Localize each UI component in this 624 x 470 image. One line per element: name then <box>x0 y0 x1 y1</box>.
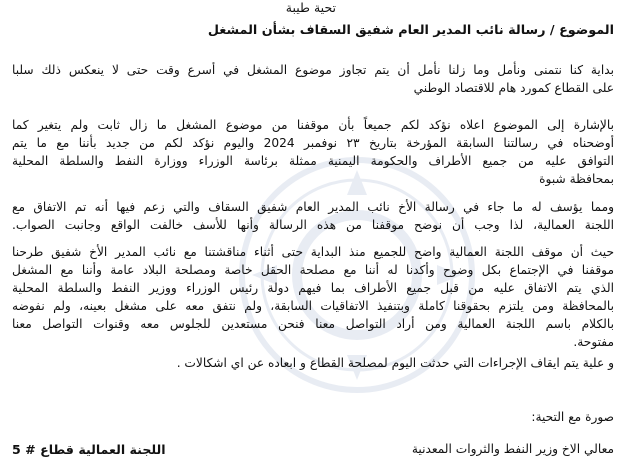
paragraph4-line2: موقفنا في الإجتماع بكل وضوح وأكدنا له أننا مع مصلحة الحقل خاصة ومصلحة البلاد عامة وأننا مع المشغل <box>12 263 614 277</box>
paragraph4-line1: حيث أن موقف اللجنة العمالية واضح للجميع منذ البداية حتى أثناء مناقشتنا مع نائب المدير الأخ شفيق طرحنا <box>12 245 614 259</box>
paragraph4-line4: بالمحافظة ومن يلتزم بحقوقنا كاملة وبتنفيذ الاتفاقيات السابقة، ولم نتفق معه على مشغل بعينه، ولم نفوضه <box>12 299 614 313</box>
paragraph2-line3: التوافق عليه من جميع الأطراف والحكومة اليمنية ممثلة برئاسة الوزراء ووزارة النفط والسلطة المحلية <box>12 154 614 168</box>
paragraph4-line3: الذي يتم الاتفاق عليه من قبل جميع الأطراف بما فيهم دولة رئيس الوزراء ووزير النفط والسلطة المحلية <box>12 281 614 295</box>
paragraph2-line4: بمحافظة شبوة <box>539 172 614 186</box>
subject-line: الموضوع / رسالة نائب المدير العام شفيق السقاف بشأن المشغل <box>207 23 614 38</box>
paragraph3-line2: اللجنة العمالية، لذا وجب أن نوضح موقفنا من هذه الرسالة وأنها للأسف خالفت الواقع وجانبت الصواب. <box>12 218 614 232</box>
paragraph1-line1: بداية كنا نتمنى ونأمل وما زلنا نأمل أن يتم تجاوز موضوع المشغل في أسرع وقت حتى لا ينعكس ذلك سلبا <box>12 63 614 77</box>
paragraph4-line5: بالكلام باسم اللجنة العمالية ومن أراد التواصل معنا فنحن مستعدين للجلوس معه وقنوات التواصل معنا <box>12 317 614 331</box>
paragraph1-line2: على القطاع كمورد هام للاقتصاد الوطني <box>413 81 614 95</box>
copy-to-label: صورة مع التحية: <box>531 410 614 424</box>
paragraph2-line1: بالإشارة إلى الموضوع اعلاه نؤكد لكم جميعاً بأن موقفنا من موضوع المشغل ما زال ثابت ولم يتغير كما <box>12 118 614 132</box>
paragraph4-line6: مفتوحة. <box>573 335 614 349</box>
recipient-line: معالي الاخ وزير النفط والثروات المعدنية <box>411 442 614 456</box>
paragraph3-line1: ومما يؤسف له ما جاء في رسالة الأخ نائب المدير العام شفيق السقاف والتي زعم فيها أنه تم الاتفاق مع <box>12 200 614 214</box>
paragraph5: و علية يتم ايقاف الإجراءات التي حدثت اليوم لمصلحة القطاع و ابعاده عن اي اشكالات . <box>176 356 614 370</box>
greeting: تحية طيبة <box>285 0 336 15</box>
paragraph2-line2: أوضحناه في رسالتنا السابقة المؤرخة بتاريخ ٢٣ نوفمبر 2024 واليوم نؤكد لكم من جديد بأننا مع ما يتم <box>12 136 614 150</box>
signature-block: اللجنة العمالية قطاع # 5 <box>12 442 166 457</box>
